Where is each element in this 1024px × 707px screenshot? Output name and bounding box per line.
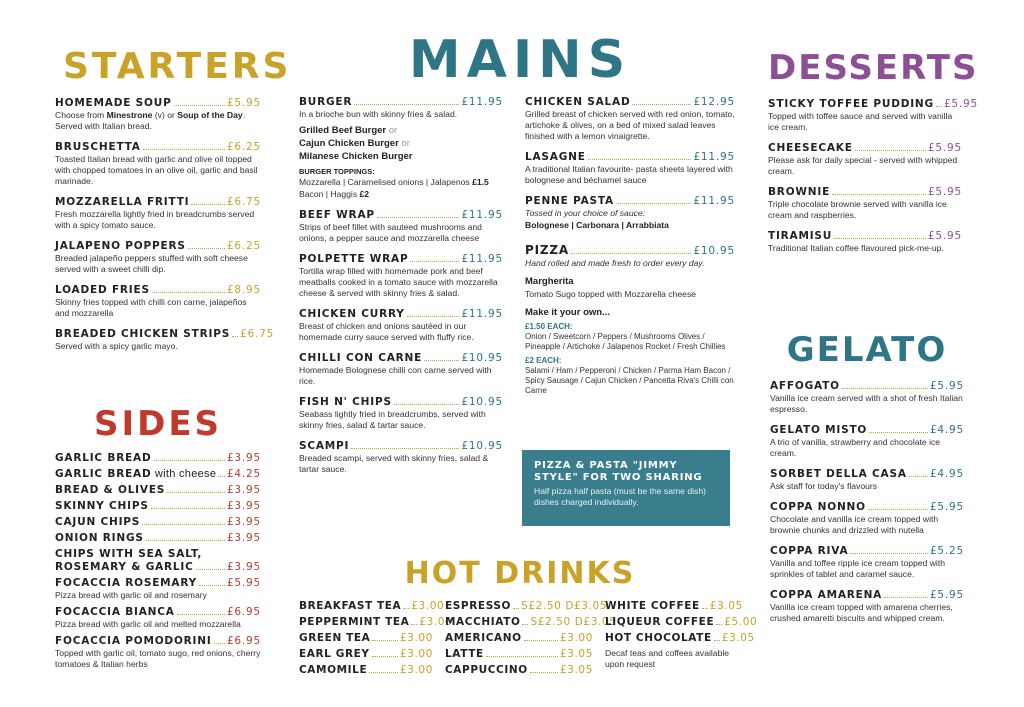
menu-item: CHEESECAKE £5.95 Please ask for daily special - served with whipped cream. xyxy=(768,142,962,176)
item-description: Toasted Italian bread with garlic and olive oil topped with chopped tomatoes in an olive oil, garlic and basil marinade. xyxy=(55,154,258,186)
drink-item: MACCHIATO S£2.50 D£3.05 xyxy=(445,616,617,628)
jimmy-style-banner: PIZZA & PASTA "JIMMY STYLE" FOR TWO SHARING Half pizza half pasta (must be the same dish) dishes charged individually. xyxy=(522,450,730,526)
side-item: FOCACCIA ROSEMARY £5.95 Pizza bread with garlic oil and rosemary xyxy=(55,577,261,600)
side-item: FOCACCIA BIANCA £6.95 Pizza bread with garlic oil and melted mozzarella xyxy=(55,606,261,629)
menu-item: GELATO MISTO £4.95 A trio of vanilla, strawberry and chocolate ice cream. xyxy=(770,424,964,458)
mains-right-column xyxy=(525,96,735,405)
menu-item: COPPA AMARENA £5.95 Vanilla ice cream topped with amarena cherries, crushed amaretti biscuits and whipped cream. xyxy=(770,589,964,623)
item-description: Breaded jalapeño peppers stuffed with soft cheese served with a sweet chilli dip. xyxy=(55,253,248,274)
menu-item: CHICKEN CURRY £11.95 Breast of chicken and onions sautéed in our homemade curry sauce served with fluffy rice. xyxy=(299,308,503,342)
menu-item: STICKY TOFFEE PUDDING £5.95 Topped with toffee sauce and served with vanilla ice cream. xyxy=(768,98,978,132)
gelato-section xyxy=(770,330,964,633)
drink-item: HOT CHOCOLATE £3.05 xyxy=(605,632,755,644)
menu-item: SCAMPI £10.95 Breaded scampi, served with skinny fries, salad & tartar sauce. xyxy=(299,440,503,474)
drink-item: CAPPUCCINO £3.05 xyxy=(445,664,593,676)
starters-section xyxy=(55,0,292,361)
drink-item: CAMOMILE £3.00 xyxy=(299,664,433,676)
menu-item: BREADED CHICKEN STRIPS £6.75 Served with a spicy garlic mayo. xyxy=(55,328,275,351)
menu-item: CHICKEN SALAD £12.95 Grilled breast of chicken served with red onion, tomato, artichoke & olives, on a bed of mixed salad leaves finished with a lemon vinaigrette. xyxy=(525,96,735,141)
drink-item: GREEN TEA £3.00 xyxy=(299,632,433,644)
menu-item: POLPETTE WRAP £11.95 Tortilla wrap filled with homemade pork and beef meatballs cooked in a tomato sauce with mozzarella cheese & served with skinny fries & salad. xyxy=(299,253,503,298)
price: £5.95 xyxy=(226,97,261,109)
sides-heading: SIDES xyxy=(93,404,223,444)
drink-item: EARL GREY £3.00 xyxy=(299,648,433,660)
drink-item: WHITE COFFEE £3.05 xyxy=(605,600,743,612)
side-item: BREAD & OLIVES £3.95 xyxy=(55,484,261,496)
desserts-section xyxy=(768,0,979,263)
price: £6.25 xyxy=(226,141,261,153)
item-description: Skinny fries topped with chilli con carne, jalapeños and mozzarella xyxy=(55,297,247,318)
drink-item: ESPRESSO S£2.50 D£3.05 xyxy=(445,600,608,612)
menu-item: SORBET DELLA CASA £4.95 Ask staff for today's flavours xyxy=(770,468,964,491)
menu-item: LASAGNE £11.95 A traditional Italian favourite- pasta sheets layered with bolognese and béchamel sauce xyxy=(525,151,735,185)
side-item: SKINNY CHIPS £3.95 xyxy=(55,500,261,512)
drink-item: LIQUEUR COFFEE £5.00 xyxy=(605,616,758,628)
drinks-note: Decaf teas and coffees available upon request xyxy=(605,648,730,669)
price: £6.25 xyxy=(226,240,261,252)
gelato-heading: GELATO xyxy=(786,330,948,370)
menu-item: LOADED FRIES £8.95 Skinny fries topped with chilli con carne, jalapeños and mozzarella xyxy=(55,284,261,318)
mains-left-column xyxy=(299,96,503,484)
side-item: GARLIC BREAD £3.95 xyxy=(55,452,261,464)
menu-item: AFFOGATO £5.95 Vanilla ice cream served with a shot of fresh Italian espresso. xyxy=(770,380,964,414)
sides-section xyxy=(55,404,261,670)
starters-heading: STARTERS xyxy=(63,46,292,87)
drink-item: PEPPERMINT TEA £3.00 xyxy=(299,616,453,628)
side-item: ONION RINGS £3.95 xyxy=(55,532,261,544)
menu-item: MOZZARELLA FRITTI £6.75 Fresh mozzarella lightly fried in breadcrumbs served with a spicy tomato sauce. xyxy=(55,196,261,230)
menu-item: JALAPENO POPPERS £6.25 Breaded jalapeño peppers stuffed with soft cheese served with a sweet chilli dip. xyxy=(55,240,261,274)
price: £8.95 xyxy=(226,284,261,296)
menu-item: CHILLI CON CARNE £10.95 Homemade Bolognese chilli con carne served with rice. xyxy=(299,352,503,386)
menu-item: COPPA RIVA £5.25 Vanilla and toffee ripple ice cream topped with sprinkles of tablet and caramel sauce. xyxy=(770,545,964,579)
item-description: Served with a spicy garlic mayo. xyxy=(55,341,178,351)
side-item: CHIPS WITH SEA SALT, ROSEMARY & GARLIC £3.95 xyxy=(55,548,261,573)
item-description: Fresh mozzarella lightly fried in breadcrumbs served with a spicy tomato sauce. xyxy=(55,209,255,230)
drinks-column-2 xyxy=(445,600,617,680)
menu-item: PENNE PASTA £11.95 Tossed in your choice of sauce: Bolognese | Carbonara | Arrabbiata xyxy=(525,195,735,230)
side-item: FOCACCIA POMODORINI £6.95 Topped with garlic oil, tomato sugo, red onions, cherry tomatoes & Italian herbs xyxy=(55,635,261,669)
desserts-heading: DESSERTS xyxy=(768,48,979,88)
hot-drinks-heading: HOT DRINKS xyxy=(404,556,636,591)
item-description: Choose from Minestrone (v) or Soup of the Day. Served with Italian bread. xyxy=(55,110,246,131)
drinks-column-3 xyxy=(605,600,758,670)
price: £6.75 xyxy=(240,328,275,340)
side-item: CAJUN CHIPS £3.95 xyxy=(55,516,261,528)
price: £6.75 xyxy=(226,196,261,208)
drink-item: LATTE £3.05 xyxy=(445,648,593,660)
drink-item: BREAKFAST TEA £3.00 xyxy=(299,600,445,612)
drinks-column-1 xyxy=(299,600,453,680)
menu-item: TIRAMISU £5.95 Traditional Italian coffee flavoured pick-me-up. xyxy=(768,230,962,253)
menu-item: FISH N' CHIPS £10.95 Seabass lightly fried in breadcrumbs, served with skinny fries, salad & tartar sauce. xyxy=(299,396,503,430)
menu-item: BRUSCHETTA £6.25 Toasted Italian bread with garlic and olive oil topped with chopped tomatoes in an olive oil, garlic and basil marinade. xyxy=(55,141,261,186)
menu-item-pizza: PIZZA £10.95 Hand rolled and made fresh to order every day. Margherita Tomato Sugo topped with Mozzarella cheese Make it your own... £1.50 EACH: Onion / Sweetcorn / Peppers / Mushrooms Olives / Pineapple / Artichoke / Jalapenos Rocket / Fresh Chillies £2 EACH: Salami / Ham / Pepperoni / Chicken / Parma Ham Bacon / Spicy Sausage / Cajun Chicken / Pancetta Riva's Chilli con Carne xyxy=(525,243,735,395)
menu-item: BEEF WRAP £11.95 Strips of beef fillet with sauteed mushrooms and onions, a pepper sauce and mozzarella cheese xyxy=(299,209,503,243)
menu-item: HOMEMADE SOUP £5.95 Choose from Minestrone (v) or Soup of the Day. Served with Italian bread. xyxy=(55,97,261,131)
menu-item-burger: BURGER £11.95 In a brioche bun with skinny fries & salad. Grilled Beef Burger or Cajun Chicken Burger or Milanese Chicken Burger BURGER TOPPINGS: Mozzarella | Caramelised onions | Jalapenos £1.5 Bacon | Haggis £2 xyxy=(299,96,503,199)
drink-item: AMERICANO £3.00 xyxy=(445,632,593,644)
mains-heading: MAINS xyxy=(408,30,632,90)
menu-item: COPPA NONNO £5.95 Chocolate and vanilla ice cream topped with brownie chunks and drizzled with nutella xyxy=(770,501,964,535)
menu-item: BROWNIE £5.95 Triple chocolate brownie served with vanilla ice cream and raspberries. xyxy=(768,186,962,220)
side-item: GARLIC BREAD with cheese £4.25 xyxy=(55,468,261,480)
